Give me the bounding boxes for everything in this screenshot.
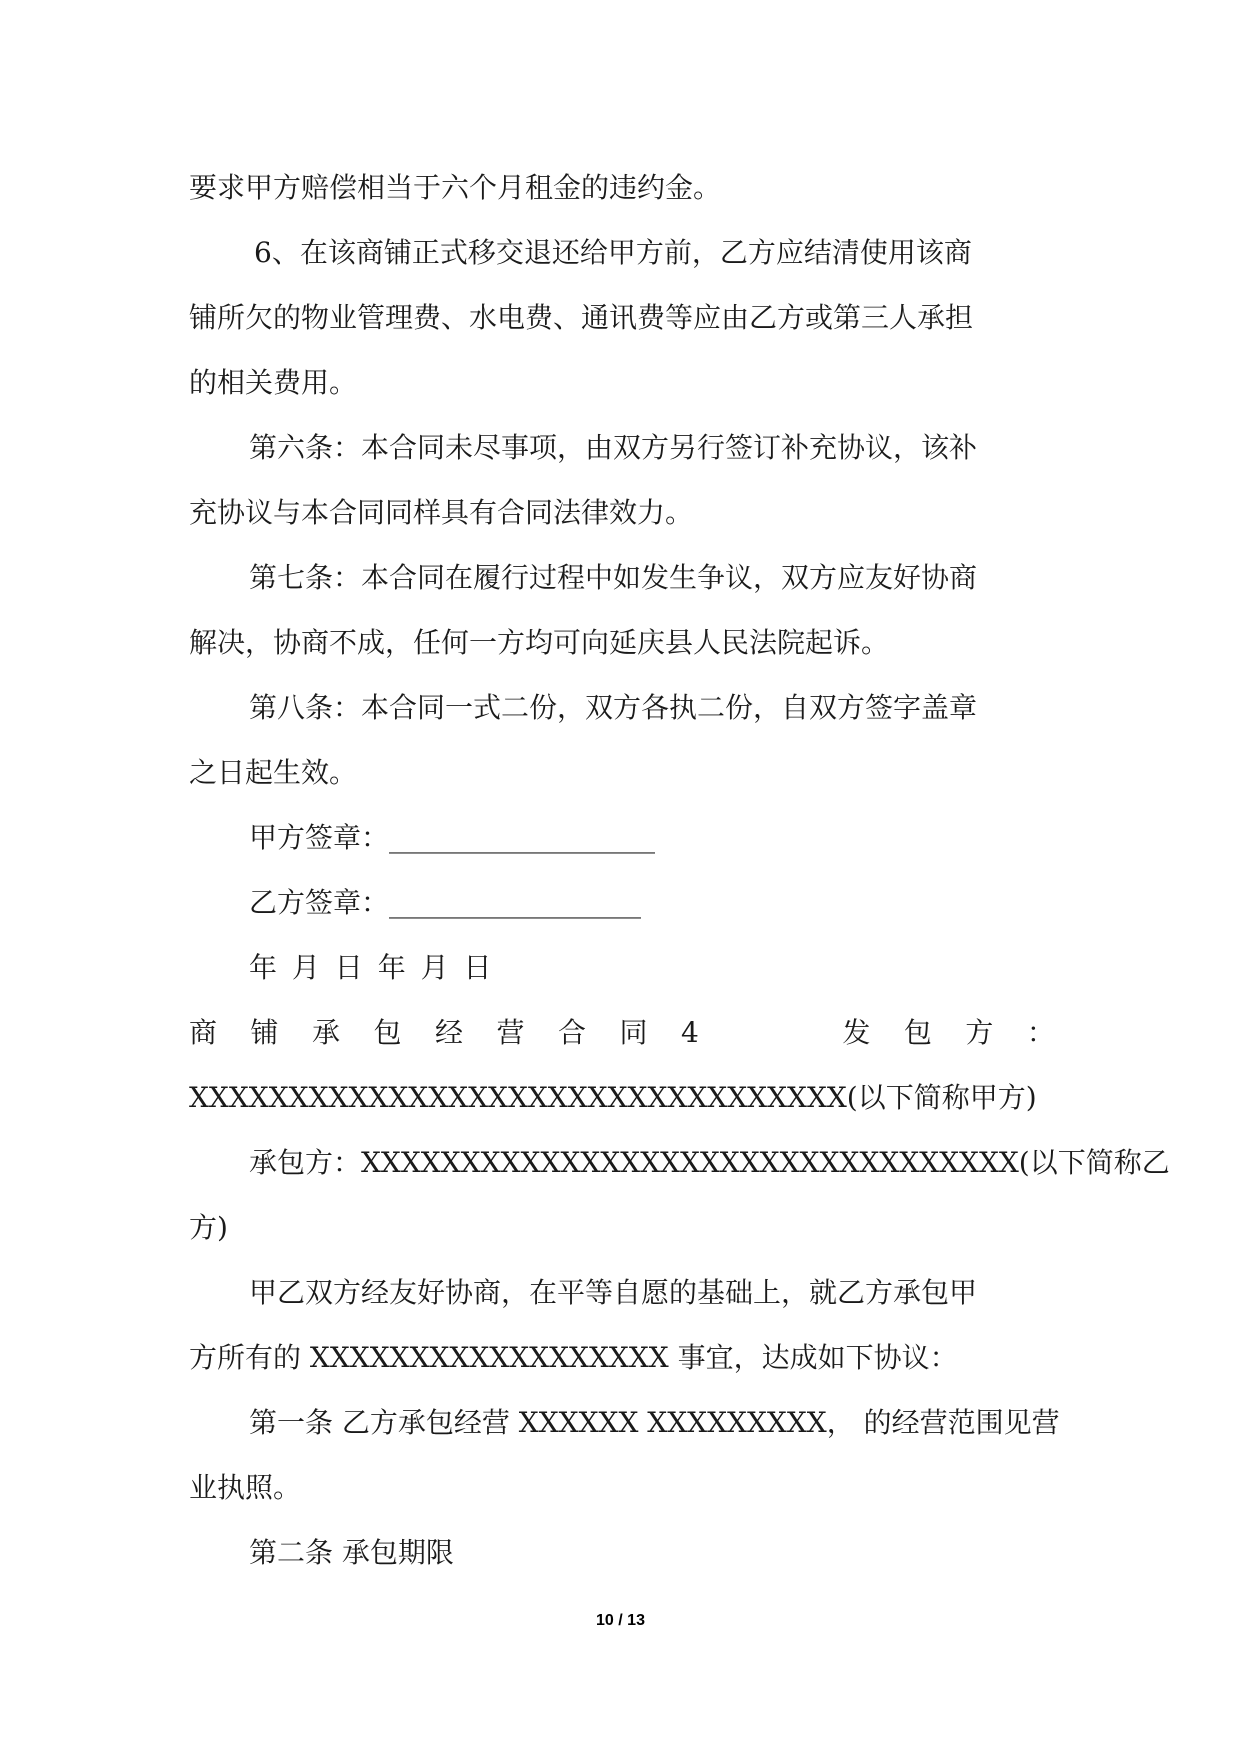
title-char: 营 [496, 1016, 525, 1049]
title-char: ： [1026, 1016, 1055, 1049]
title-char: 包 [903, 1016, 932, 1049]
title-char: 合 [558, 1016, 587, 1049]
preamble-line: 甲乙双方经友好协商，在平等自愿的基础上，就乙方承包甲 [249, 1276, 978, 1309]
title-char: 方 [965, 1016, 994, 1049]
document-body [189, 155, 1170, 1585]
title-number: 4 [681, 1016, 699, 1049]
paragraph-line: 充协议与本合同同样具有合同法律效力。 [189, 496, 694, 529]
clause-eight-line: 第八条：本合同一式二份，双方各执二份，自双方签字盖章 [249, 691, 978, 724]
contract-title-line [189, 1000, 1055, 1065]
paragraph-line: 解决，协商不成，任何一方均可向延庆县人民法院起诉。 [189, 626, 890, 659]
party-b-line: 承包方：XXXXXXXXXXXXXXXXXXXXXXXXXXXXXXXXX(以下简称乙 [249, 1146, 1170, 1179]
paragraph-line: 的相关费用。 [189, 366, 358, 399]
article-two-heading: 第二条 承包期限 [249, 1536, 454, 1569]
title-char: 经 [435, 1016, 464, 1049]
title-char: 铺 [250, 1016, 279, 1049]
title-char: 发 [842, 1016, 871, 1049]
paragraph-line: 要求甲方赔偿相当于六个月租金的违约金。 [189, 171, 722, 204]
article-one-line: 第一条 乙方承包经营 XXXXXX XXXXXXXXX， 的经营范围见营 [249, 1406, 1060, 1439]
paragraph-line: 方所有的 XXXXXXXXXXXXXXXXXX 事宜，达成如下协议： [189, 1341, 958, 1374]
clause-seven-line: 第七条：本合同在履行过程中如发生争议，双方应友好协商 [249, 561, 978, 594]
title-char: 承 [312, 1016, 341, 1049]
paragraph-line: 铺所欠的物业管理费、水电费、通讯费等应由乙方或第三人承担 [189, 301, 974, 334]
date-line: 年 月 日 年 月 日 [249, 951, 492, 984]
paragraph-line: 6、在该商铺正式移交退还给甲方前，乙方应结清使用该商 [254, 236, 972, 269]
clause-six-line: 第六条：本合同未尽事项，由双方另行签订补充协议，该补 [249, 431, 978, 464]
title-char: 同 [619, 1016, 648, 1049]
party-a-line: XXXXXXXXXXXXXXXXXXXXXXXXXXXXXXXXX(以下简称甲方) [189, 1081, 1037, 1114]
page-number: 10 / 13 [596, 1612, 645, 1629]
party-b-signature-line: 乙方签章：__________________ [249, 886, 642, 919]
party-a-signature-line: 甲方签章：___________________ [249, 821, 656, 854]
paragraph-line: 方) [189, 1211, 228, 1244]
paragraph-line: 业执照。 [189, 1471, 302, 1504]
title-char: 商 [189, 1016, 218, 1049]
paragraph-line: 之日起生效。 [189, 756, 358, 789]
title-char: 包 [373, 1016, 402, 1049]
